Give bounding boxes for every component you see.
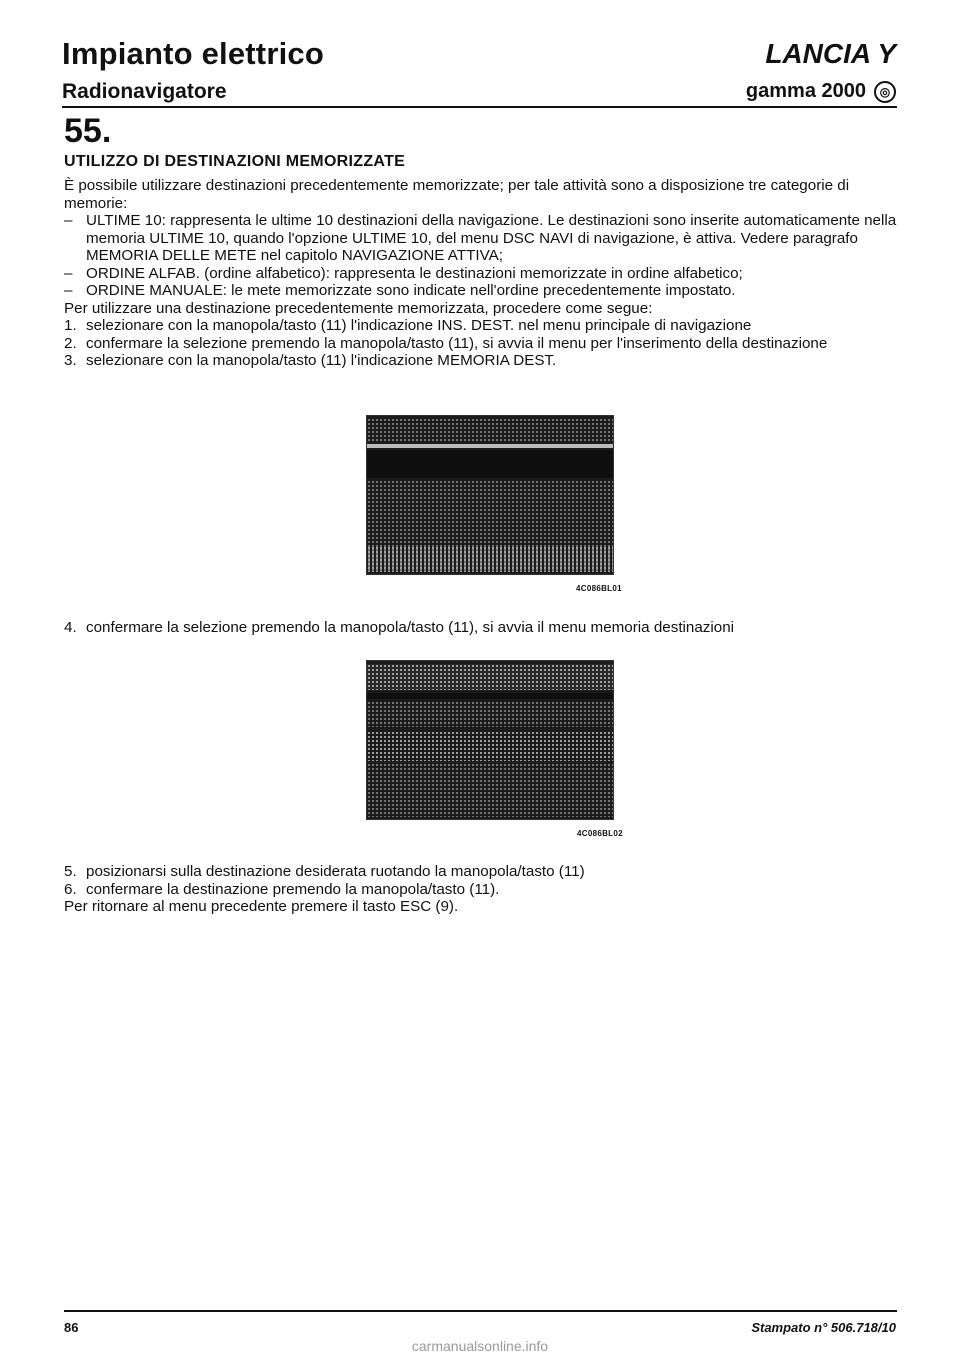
page-subtitle: Radionavigatore (62, 80, 227, 103)
page-title: Impianto elettrico (62, 36, 324, 71)
closing-paragraph: Per ritornare al menu precedente premere il tasto ESC (9). (64, 898, 459, 915)
page-number: 86 (64, 1320, 79, 1335)
range-text: gamma 2000 (745, 80, 866, 102)
final-steps (64, 863, 899, 916)
figure-1-caption: 4C086BL01 (576, 584, 622, 593)
section-number: 55. (64, 112, 112, 150)
figure-2-caption: 4C086BL02 (577, 829, 623, 838)
step-number: 2. (64, 334, 77, 352)
step-item (64, 335, 899, 353)
bullet-text: ULTIME 10: rappresenta le ultime 10 destinazioni della navigazione. Le destinazioni sono inserite automaticamente nella memoria ULTIME 10, quando l'opzione ULTIME 10, del menu DSC NAVI di navigazione, è attiva. Vedere paragrafo MEMORIA DELLE METE nel capitolo NAVIGAZIONE ATTIVA; (86, 212, 897, 264)
step-item (64, 352, 899, 370)
watermark: carmanualsonline.info (411, 1338, 549, 1354)
print-reference: Stampato n° 506.718/10 (751, 1320, 896, 1335)
step-number: 5. (64, 863, 77, 880)
brand-label: LANCIA Y (765, 38, 896, 69)
step-text: selezionare con la manopola/tasto (11) l'indicazione INS. DEST. nel menu principale di navigazione (86, 317, 752, 334)
radio-nav-icon: ◎ (874, 81, 896, 103)
range-label (746, 80, 896, 103)
bullet-text: ORDINE ALFAB. (ordine alfabetico): rappresenta le destinazioni memorizzate in ordine alfabetico; (86, 264, 743, 282)
step-text: confermare la destinazione premendo la manopola/tasto (11). (86, 880, 500, 898)
bullet-item: – ULTIME 10: rappresenta le ultime 10 destinazioni della navigazione. Le destinazioni sono inserite automaticamente nella memoria ULTIME 10, quando l'opzione ULTIME 10, del menu DSC NAVI di navigazione, è attiva. Vedere paragrafo MEMORIA DELLE METE nel capitolo NAVIGAZIONE ATTIVA; (64, 212, 899, 265)
section-title: UTILIZZO DI DESTINAZIONI MEMORIZZATE (64, 153, 406, 170)
section-body (64, 177, 899, 370)
bullet-text: ORDINE MANUALE: le mete memorizzate sono indicate nell'ordine precedentemente impostato. (86, 282, 736, 299)
navigation-display-figure-2 (366, 660, 614, 820)
intro-paragraph: È possibile utilizzare destinazioni precedentemente memorizzate; per tale attività sono a disposizione tre categorie di memorie: (64, 177, 850, 212)
step-item (64, 881, 899, 899)
step-number: 4. (64, 619, 77, 636)
step-text: posizionarsi sulla destinazione desiderata ruotando la manopola/tasto (11) (86, 863, 585, 880)
navigation-display-figure-1 (366, 415, 614, 575)
step-text: confermare la selezione premendo la manopola/tasto (11), si avvia il menu memoria destinazioni (86, 619, 735, 636)
step-text: selezionare con la manopola/tasto (11) l'indicazione MEMORIA DEST. (86, 352, 557, 369)
lead-paragraph: Per utilizzare una destinazione precedentemente memorizzata, procedere come segue: (64, 299, 653, 317)
footer-divider (64, 1310, 897, 1312)
step-text: confermare la selezione premendo la manopola/tasto (11), si avvia il menu per l'inserimento della destinazione (86, 334, 828, 352)
bullet-item: – ORDINE MANUALE: le mete memorizzate sono indicate nell'ordine precedentemente impostato. (64, 282, 899, 300)
header-divider (62, 106, 897, 108)
bullet-item: – ORDINE ALFAB. (ordine alfabetico): rappresenta le destinazioni memorizzate in ordine alfabetico; (64, 265, 899, 283)
step-number: 1. (64, 317, 77, 334)
step-number: 3. (64, 352, 77, 369)
step-4 (64, 619, 899, 637)
step-number: 6. (64, 880, 77, 898)
step-item (64, 863, 899, 881)
step-item (64, 317, 899, 335)
